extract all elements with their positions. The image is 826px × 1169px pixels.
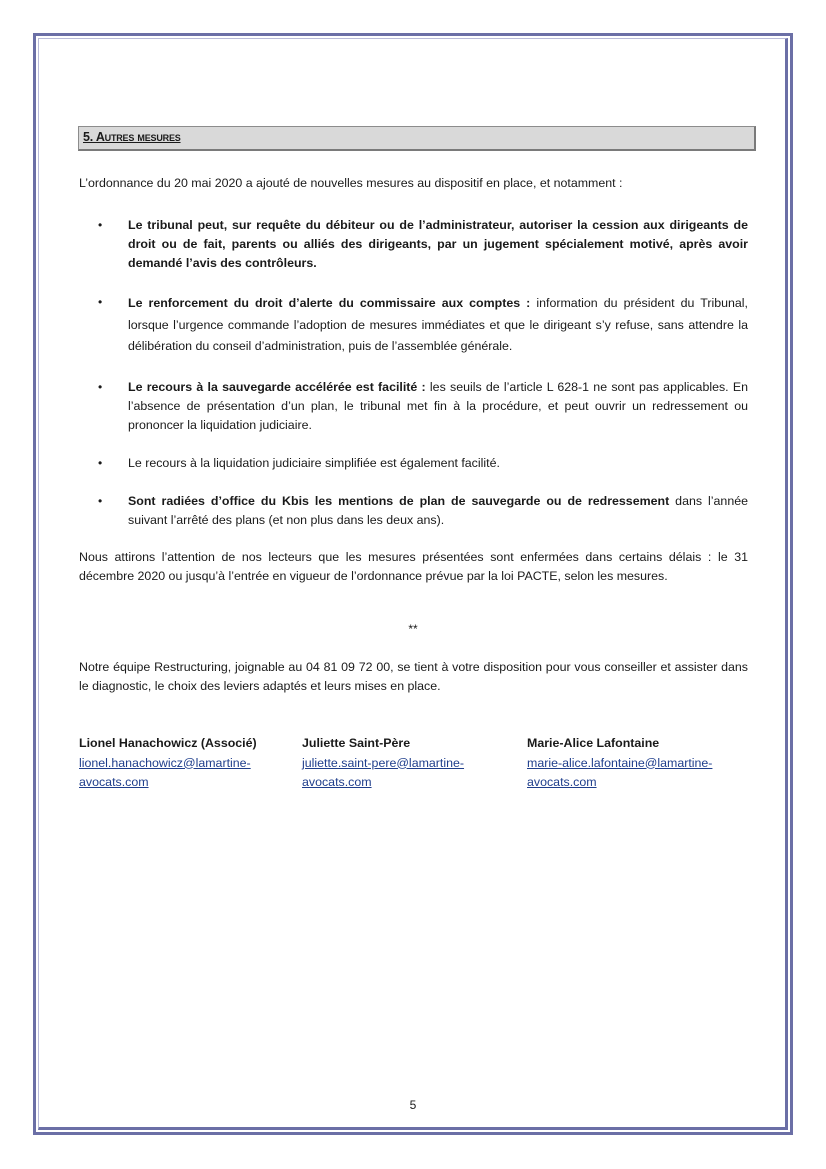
contact-paragraph: Notre équipe Restructuring, joignable au 04 81 09 72 00, se tient à votre disposition pour vous conseiller et assister dans le diagnostic, le choix des leviers adaptés et leurs mises en place. — [79, 660, 748, 694]
bullet-item-5 — [128, 492, 748, 530]
signatory-1 — [79, 734, 257, 793]
bullet-item-2 — [128, 293, 748, 358]
bullet-item-3 — [128, 378, 748, 436]
signatory-email-link-cont[interactable]: avocats.com — [79, 775, 149, 789]
section-header — [78, 126, 756, 151]
bullet-4-text: Le recours à la liquidation judiciaire simplifiée est également facilité. — [128, 456, 500, 470]
signatory-name: Lionel Hanachowicz (Associé) — [79, 736, 257, 750]
bullet-5-text: dans l’année suivant l’arrêté des plans (et non plus dans les deux ans). — [128, 494, 749, 528]
bullet-2-text: information du président du Tribunal, lorsque l’urgence commande l’adoption de mesures immédiates et que le dirigeant s’y refuse, sans attendre la délibération du conseil d’administration, puis de l’assemblée générale. — [128, 296, 748, 353]
intro-paragraph: L’ordonnance du 20 mai 2020 a ajouté de nouvelles mesures au dispositif en place, et notamment : — [79, 176, 623, 190]
bullet-icon: • — [98, 456, 103, 470]
signatory-email-link[interactable]: juliette.saint-pere@lamartine- — [302, 755, 465, 770]
bullet-icon: • — [98, 218, 103, 232]
bullet-icon: • — [98, 380, 103, 394]
bullet-5-bold: Sont radiées d’office du Kbis les mentions de plan de sauvegarde ou de redressement — [128, 494, 670, 508]
bullet-2-bold: Le renforcement du droit d’alerte du commissaire aux comptes : — [128, 296, 531, 310]
bullet-icon: • — [98, 494, 103, 508]
bullet-icon: • — [98, 295, 103, 309]
bullet-item-1 — [128, 216, 748, 274]
notice-paragraph: Nous attirons l’attention de nos lecteurs que les mesures présentées sont enfermées dans certains délais : le 31 décembre 2020 ou jusqu’à l’entrée en vigueur de l’ordonnance prévue par la loi PACTE, selon les mesures. — [79, 550, 748, 584]
signatory-email-link[interactable]: lionel.hanachowicz@lamartine- — [79, 755, 251, 770]
bullet-item-4 — [128, 454, 748, 473]
page-number: 5 — [409, 1098, 417, 1112]
signatory-email-link[interactable]: marie-alice.lafontaine@lamartine- — [527, 755, 713, 770]
signatory-email-link-cont[interactable]: avocats.com — [302, 775, 372, 789]
signatory-name: Marie-Alice Lafontaine — [527, 736, 660, 750]
signatory-email-link-cont[interactable]: avocats.com — [527, 775, 597, 789]
separator: ** — [408, 622, 418, 636]
bullet-3-bold: Le recours à la sauvegarde accélérée est facilité : — [128, 380, 426, 394]
bullet-1-bold: Le tribunal peut, sur requête du débiteur ou de l’administrateur, autoriser la cession aux dirigeants de droit ou de fait, parents ou alliés des dirigeants, par un jugement spécialement motivé, après avoir demandé l’avis des contrôleurs. — [128, 218, 748, 271]
section-title: 5. Autres mesures — [83, 130, 181, 144]
signatory-2 — [302, 734, 464, 793]
signatory-name: Juliette Saint-Père — [302, 736, 411, 750]
signatory-3 — [527, 734, 712, 793]
bullet-3-text: les seuils de l’article L 628-1 ne sont pas applicables. En l’absence de présentation d’un plan, le tribunal met fin à la procédure, et peut ouvrir un redressement ou prononcer la liquidation judiciaire. — [128, 380, 749, 433]
